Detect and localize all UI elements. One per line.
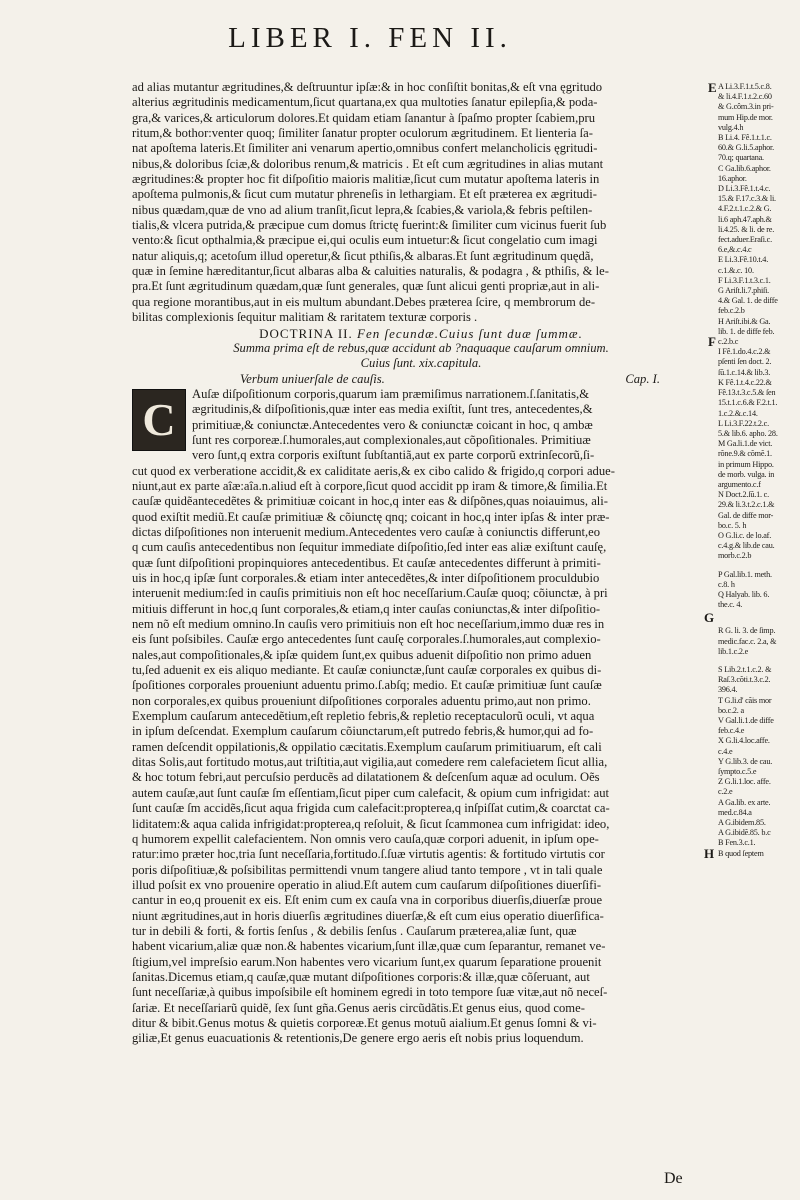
margin-note: li.4.25. & li. de re. xyxy=(718,224,775,234)
chapter-title: Verbum uniuerſale de cauſis. xyxy=(240,371,385,386)
text-line: nibus quædam,quæ de vno ad alium tranſit,ſicut lepra,& ſcabies,& variola,& febris peſtilen- xyxy=(132,202,593,217)
text-line: ditas Solis,aut fortitudo motus,aut triſtitia,aut vigilia,aut comedere rem calefacietem ſicut allia, xyxy=(132,755,608,770)
text-line: nibus,& doloribus ſciæ,& doloribus renum,& matricis . Et eſt cum ægritudines in alias mutant xyxy=(132,156,604,171)
text-line: ſtigium,vel impreſsio earum.Non habentes vero vicarium ſunt,ex quarum ſeparatione prouenit xyxy=(132,954,602,969)
text-line: q cum cauſis antecedentibus non ſequitur immediate diſpoſitio,ſed inter eas aliæ exiſtunt cauſę, xyxy=(132,540,607,555)
margin-note: 70.q; quartana. xyxy=(718,153,764,163)
text-line: tur in debili & forti, & fortis ſenſus , & debilis ſenſus . Cauſarum præterea,aliæ ſunt, quæ xyxy=(132,923,577,938)
margin-note: 60.& G.li.5.aphor. xyxy=(718,143,774,153)
chapter-first-lines xyxy=(132,387,710,448)
margin-note: 5.& lib.6. apho. 28. xyxy=(718,428,778,438)
margin-note: & li.4.F.1.t.2.c.60 xyxy=(718,92,772,102)
text-line: q humorem expellit calefacientem. Non omnis vero cauſa,quæ corpori aduenit, in ipſum ope- xyxy=(132,831,599,846)
margin-note: K Fê.1.t.4.c.22.& xyxy=(718,377,772,387)
margin-note: R G. li. 3. de ſimp. xyxy=(718,626,776,636)
margin-note: 6.e,&.c.4.c xyxy=(718,245,752,255)
text-line: cantur in eo,q prouenit ex eis. Eſt enim cum ex cauſa vna in corporibus diuerſis,diuerſæ proue xyxy=(132,893,603,908)
chapter-text xyxy=(132,448,710,1046)
text-line: apoſtema pulmonis,& ſicut cum mutatur phreneſis in lethargiam. Et eſt præterea ex ægritudi- xyxy=(132,187,597,202)
margin-note: P Gal.lib.1. meth. xyxy=(718,569,772,579)
margin-note: H Ariſt.ibi.& Ga. xyxy=(718,316,771,326)
margin-note: 396.4. xyxy=(718,685,738,695)
margin-note: 29.& li.3.t.2.c.1.& xyxy=(718,500,775,510)
text-line: nem nõ eſt medium omnino.In cauſis vero primitiuis non eſt hoc neceſſarium,immo duæ res in xyxy=(132,617,605,632)
margin-note: B quod ſeptem xyxy=(718,848,764,858)
margin-note: feb.c.4.e xyxy=(718,726,745,736)
margin-note: 4.F.2.t.1.c.2.& G. xyxy=(718,204,772,214)
text-line: vento:& ſicut opthalmia,& præcipue ei,qui oculis eum intuetur:& ſicut congelatio cum imagi xyxy=(132,233,598,248)
margin-note: A Li.3.F.1.t.5.c.8. xyxy=(718,82,772,91)
text-line: qua regione morantibus,aut in eis multum abundant.Debes præterea ſcire, q membrorum de- xyxy=(132,294,596,309)
margin-note: c.2.b.c xyxy=(718,337,739,347)
margin-note xyxy=(718,657,796,665)
doctrina-title: DOCTRINA II. xyxy=(259,325,353,341)
margin-note: rõne.9.& cõmẽ.1. xyxy=(718,449,772,459)
margin-note: med.c.84.a xyxy=(718,807,752,817)
margin-note: E Li.3.Fê.10.t.4. xyxy=(718,255,769,265)
opening-paragraph xyxy=(132,80,710,326)
text-line: ſunt res corporeæ.ſ.humorales,aut complexionales,aut cõpoſitionales. Primitiuæ xyxy=(192,432,591,447)
margin-note: M Ga.li.1.de vict. xyxy=(718,439,773,449)
marginal-citations xyxy=(718,82,796,859)
text-line: ægritudinis,& diſpoſitionis,quæ inter eas media exiſtit, ſunt tres, antecedentes,& xyxy=(192,402,593,417)
text-line: quod exiſtit mediũ.Et cauſæ primitiuæ & cõiunctę qnq; coicant in hoc,q inter ipſas & inter præ- xyxy=(132,509,610,524)
running-head: LIBER I. FEN II. xyxy=(228,22,512,54)
text-line: in ipſum deſcendat. Exemplum cauſarum cõiunctarum,eſt putredo febris,& humor,qui ad fo- xyxy=(132,724,594,739)
text-line: alterius ægritudinis medicamentum,ſicut quartana,ex qua multoties ſanatur epilepſia,& poda- xyxy=(132,95,598,110)
margin-note: de morb. vulga. in xyxy=(718,469,775,479)
text-line: mitiuis differunt in hoc,q ſunt corporales,& etiam,q inter cauſas coniunctas,& inter diſpoſitio- xyxy=(132,601,601,616)
text-line: pra.Et ſunt ægritudinum quædam,quæ ſunt generales, quæ ſunt alicui genti propriæ,aut in ali- xyxy=(132,279,600,294)
text-line: non corporales,ex quibus proueniunt diſpoſitiones corporales aduentu primo,aut non primo. xyxy=(132,693,591,708)
section-mark-g: G xyxy=(704,610,715,625)
text-line: nat apoſtema lateris.Et ſimiliter ani venarum apertio,omnibus confert melancholicis ęgritudi- xyxy=(132,141,598,156)
text-line: tialis,& vlcera putrida,& præcipue cum domus ſtrictę fuerint:& ſimiliter cum vicinus fuerit ſub xyxy=(132,218,607,233)
margin-note: S Lib.2.t.1.c.2. & xyxy=(718,664,772,674)
text-line: ſariæ. Et neceſſariarũ quidẽ, ſex ſunt gña.Genus aeris circũdãtis.Et genus eius, quod come- xyxy=(132,1000,585,1015)
margin-note: c.8. h xyxy=(718,579,735,589)
text-line: & hoc totum febri,aut percuſsio perducẽs ad dilatationem & deſcenſum aquæ ad oculum. Oẽs xyxy=(132,770,600,785)
text-line: natur aliquis,q; acetoſum illud operetur,& ſicut pthiſis,& albaras.Et ſunt ægritudinum quędã, xyxy=(132,248,594,263)
doctrina-heading xyxy=(132,326,710,341)
text-line: liditatem:& aqua calida infrigidat:propterea,q reſoluit, & ſicut ſcammonea cum infrigidat: ideo, xyxy=(132,816,610,831)
text-line: quæ ſunt diſpoſitioni propinquiores antecedentibus. Et cauſæ antecedentes differunt à primiti- xyxy=(132,555,601,570)
margin-note: C Ga.lib.6.aphor. xyxy=(718,163,771,173)
margin-note: the.c. 4. xyxy=(718,600,743,610)
main-text-column xyxy=(132,80,710,1047)
text-line: autem cauſæ,aut ſunt cauſæ ſm eſſentiam,ſicut piper cum calefacit, & opium cum infrigidat: aut xyxy=(132,785,610,800)
margin-note: in primum Hippo. xyxy=(718,459,774,469)
summa-heading: Summa prima eſt de rebus,quæ accidunt ab ?naquaque cauſarum omnium. xyxy=(233,340,609,355)
text-line: habent vicarium,aliæ quæ non.& habentes vicarium,ſunt illæ,quæ cum ſeparantur, remanet ve- xyxy=(132,939,606,954)
text-line: gra,& varices,& articulorum dolores.Et quidam etiam ſanantur à ſpaſmo propter ſcabiem,pru xyxy=(132,110,596,125)
margin-note: V Gal.li.1.de diffe xyxy=(718,715,774,725)
chapter-body xyxy=(132,387,710,1047)
margin-note: 16.aphor. xyxy=(718,173,747,183)
margin-note: 15.& F.17.c.3.& li. xyxy=(718,194,776,204)
margin-note: morb.c.2.b xyxy=(718,551,752,561)
margin-note: Y G.lib.3. de cau. xyxy=(718,756,773,766)
margin-note: & G.côm.3.in pri- xyxy=(718,102,774,112)
text-line: vero ſunt,q extra corporis exiſtunt ſubſtantiã,aut ex parte corporũ extrinſecorũ,ſi- xyxy=(192,448,595,463)
margin-note: c.4.e xyxy=(718,746,733,756)
text-line: bilitas complexionis ſequitur malitiam & raritatem texturæ corporis . xyxy=(132,310,478,325)
catchword: De xyxy=(664,1170,683,1187)
section-mark-e: E xyxy=(708,80,717,95)
margin-note: c.2.e xyxy=(718,787,733,797)
chapter-heading xyxy=(132,372,710,387)
margin-note: argumento.c.f xyxy=(718,479,761,489)
text-line: ritum,& bothor:venter quoq; ſimiliter ſanatur propter oculorum ægritudinem. Et lienteria ſa- xyxy=(132,126,593,141)
margin-note: feb.c.2.b xyxy=(718,306,745,316)
text-line: niunt,aut ex parte aîæ:aîa.n.aliud eſt à corpore,ſicut quod accidit pp iram & timore,& ſimilia.Et xyxy=(132,478,608,493)
text-line: ægritudines:& propter hoc fit diſpoſitio maioris malitiæ,ſicut cum mutatur apoſtema lateris in xyxy=(132,172,600,187)
margin-note: A Ga.lib. ex arte. xyxy=(718,797,771,807)
text-line: Exemplum cauſarum antecedẽtium,eſt repletio febris,& repletio receptaculorũ oculi, vt aqua xyxy=(132,709,595,724)
text-line: ſpoſitiones corporales proueniunt aduentu primo.ſ.abſq; medio. Et cauſæ primitiuæ ſunt cauſæ xyxy=(132,678,602,693)
margin-note: pſenti ſen doct. 2. xyxy=(718,357,772,367)
margin-note: B Li.4. Fê.1.t.1.c. xyxy=(718,133,772,143)
margin-note: Z G.li.1.loc. affe. xyxy=(718,777,771,787)
margin-note: c.4.g.& lib.de cau. xyxy=(718,541,775,551)
text-line: nales,aut compoſitionales,& ipſæ quidem ſunt,ex quibus aduenit diſpoſitio non primo aduen xyxy=(132,647,592,662)
text-line: primitiuæ,& coniunctæ.Antecedentes vero & coniunctæ coicant in hoc, q ambæ xyxy=(192,417,593,432)
text-line: ſunt cauſæ ſm accidẽs,ſicut aqua frigida cum calefacit:propterea,q inſpiſſat cutim,& coarctat ca- xyxy=(132,801,610,816)
margin-note: O G.li.c. de lo.af. xyxy=(718,530,772,540)
margin-note: bo.c. 5. h xyxy=(718,520,747,530)
text-line: cut quod ex verberatione accidit,& ex caliditate aeris,& ex cibo calido & frigido,q corpori adue- xyxy=(132,463,615,478)
margin-note: X G.li.4.loc.affe. xyxy=(718,736,770,746)
margin-note: mum Hip.de mor. xyxy=(718,112,773,122)
margin-note: N Doct.2.ſũ.1. c. xyxy=(718,490,769,500)
section-mark-f: F xyxy=(708,334,716,349)
margin-note: vulg.4.h xyxy=(718,122,744,132)
margin-note: 15.t.1.c.6.& F.2.t.1. xyxy=(718,398,778,408)
margin-note: T G.li.d' cãis mor xyxy=(718,695,772,705)
margin-note: Q Halyab. lib. 6. xyxy=(718,589,770,599)
margin-note: medic.fac.c. 2.a, & xyxy=(718,636,777,646)
text-line: ad alias mutantur ægritudines,& deſtruuntur ipſæ:& in hoc conſiſtit bonitas,& eſt vna ęgritudo xyxy=(132,80,603,94)
text-line: cauſæ quidẽantecedẽtes & primitiuæ coicant in hoc,q inter eas & diſpõnes,quas noiauimus, ali- xyxy=(132,494,608,509)
margin-note: Raſ.3.cõti.t.3.c.2. xyxy=(718,675,771,685)
text-line: tu,ſed aduenit ex eis aliquo mediante. Et cauſæ coniunctæ,ſunt cauſæ corporales ex quibus di- xyxy=(132,663,602,678)
margin-note: A G.ibidẽ.85. b.c xyxy=(718,828,771,838)
text-line: dictas diſpoſitiones non interuenit medium.Antecedentes vero cauſæ à coniunctis differunt,eo xyxy=(132,524,601,539)
text-line: giliæ,Et genus euacuationis & retentionis,De genere ergo aeris eſt nobis prius loquendum. xyxy=(132,1031,584,1046)
text-line: ramen deſcendit oppilationis,& oppilatio cæcitatis.Exemplum cauſarum primitiuarum, eſt cali xyxy=(132,739,602,754)
text-line: Auſæ diſpoſitionum corporis,quarum iam præmiſimus narrationem.ſ.ſanitatis,& xyxy=(192,386,590,401)
text-line: quæ in ſemine hæreditantur,ſicut albaras alba & caluities naturalis, & podagra , & pthiſis, & le- xyxy=(132,264,609,279)
chapter-number: Cap. I. xyxy=(625,371,660,386)
margin-note: B Fen.3.c.1. xyxy=(718,838,756,848)
margin-note: G Ariſt.li.7.phiſi. xyxy=(718,286,770,296)
margin-note: Gal. de diffe mor- xyxy=(718,510,774,520)
decorated-initial-c: C xyxy=(132,389,186,451)
margin-note: L Li.3.F.22.t.2.c. xyxy=(718,418,769,428)
text-line: interuenit medium:ſed in cauſis primitiuis non eſt hoc neceſſarium.Cauſæ quoq; cõiunctæ, à pri xyxy=(132,586,608,601)
margin-note xyxy=(718,618,796,626)
text-line: ſunt neceſſariæ,à quibus impoſsibile eſt hominem egredi in toto tempore ſuæ vitæ,aut nõ neceſ- xyxy=(132,985,608,1000)
margin-note: bo.c.2. a xyxy=(718,705,744,715)
text-line: eis ſunt poſsibiles. Cauſæ ergo antecedentes ſunt cauſę corporales.ſ.humorales,aut complexio- xyxy=(132,632,601,647)
capitula-heading: Cuius ſunt. xix.capitula. xyxy=(360,356,482,371)
margin-note: ſympto.c.5.e xyxy=(718,767,757,776)
margin-note: c.1.&.c. 10. xyxy=(718,265,754,275)
text-line: niunt ægritudines,aut in horis diuerſis ægritudines diuerſæ,& eſt cum eius operatio diuerſifica- xyxy=(132,908,604,923)
margin-note: fect.aduer.Eraſi.c. xyxy=(718,235,772,245)
margin-note xyxy=(718,610,796,618)
margin-note: lib.1.c.2.e xyxy=(718,646,749,656)
text-line: ratur:imo præter hoc,tria ſunt neceſſaria,fortitudo.ſ.ſuæ virtutis agentis: & fortitudo virtutis cor xyxy=(132,847,605,862)
text-line: uis in hoc,q ipſæ ſunt corporales.& etiam inter antecedẽtes,& inter diſpoſitionem proculdubio xyxy=(132,571,600,585)
margin-note: 4.& Gal. 1. de diffe xyxy=(718,296,778,306)
text-line: poris diſpoſitiuæ,& poſsibilitas permittendi vnum tangere aliud tanto tempore , vt in tali quale xyxy=(132,862,603,877)
text-line: illud poſsit ex vno prouenire operatio in aliud.Eſt autem cum cauſarum diſpoſitiones diuerſifi- xyxy=(132,877,602,892)
text-line: ditur & bibit.Genus motus & quietis corporeæ.Et genus motuũ aialium.Et genus ſomni & vi- xyxy=(132,1015,597,1030)
margin-note: lib. 1. de diffe feb. xyxy=(718,326,775,336)
margin-note xyxy=(718,562,796,570)
section-mark-h: H xyxy=(704,846,715,861)
margin-note: F Li.3.F.1.t.3.c.1. xyxy=(718,275,771,285)
margin-note: I Fê.1.do.4.c.2.& xyxy=(718,347,771,357)
margin-note: D Li.3.Fê.1.t.4.c. xyxy=(718,184,771,194)
margin-note: li.6 aph.47.aph.& xyxy=(718,214,772,224)
margin-note: 1.c.2.&.c.14. xyxy=(718,408,758,418)
text-line: ſanitas.Dicemus etiam,q cauſæ,quæ mutant diſpoſitiones corporis:& illæ,quæ cõſeruant, aut xyxy=(132,969,590,984)
margin-note: A G.ibidem.85. xyxy=(718,818,766,828)
doctrina-subtitle: Fen ſecundæ.Cuius ſunt duæ ſummæ. xyxy=(357,325,583,341)
margin-note: Fê.13.t.3.c.5.& ſen xyxy=(718,388,776,398)
margin-note: ſũ.1.c.14.& lib.3. xyxy=(718,367,771,377)
